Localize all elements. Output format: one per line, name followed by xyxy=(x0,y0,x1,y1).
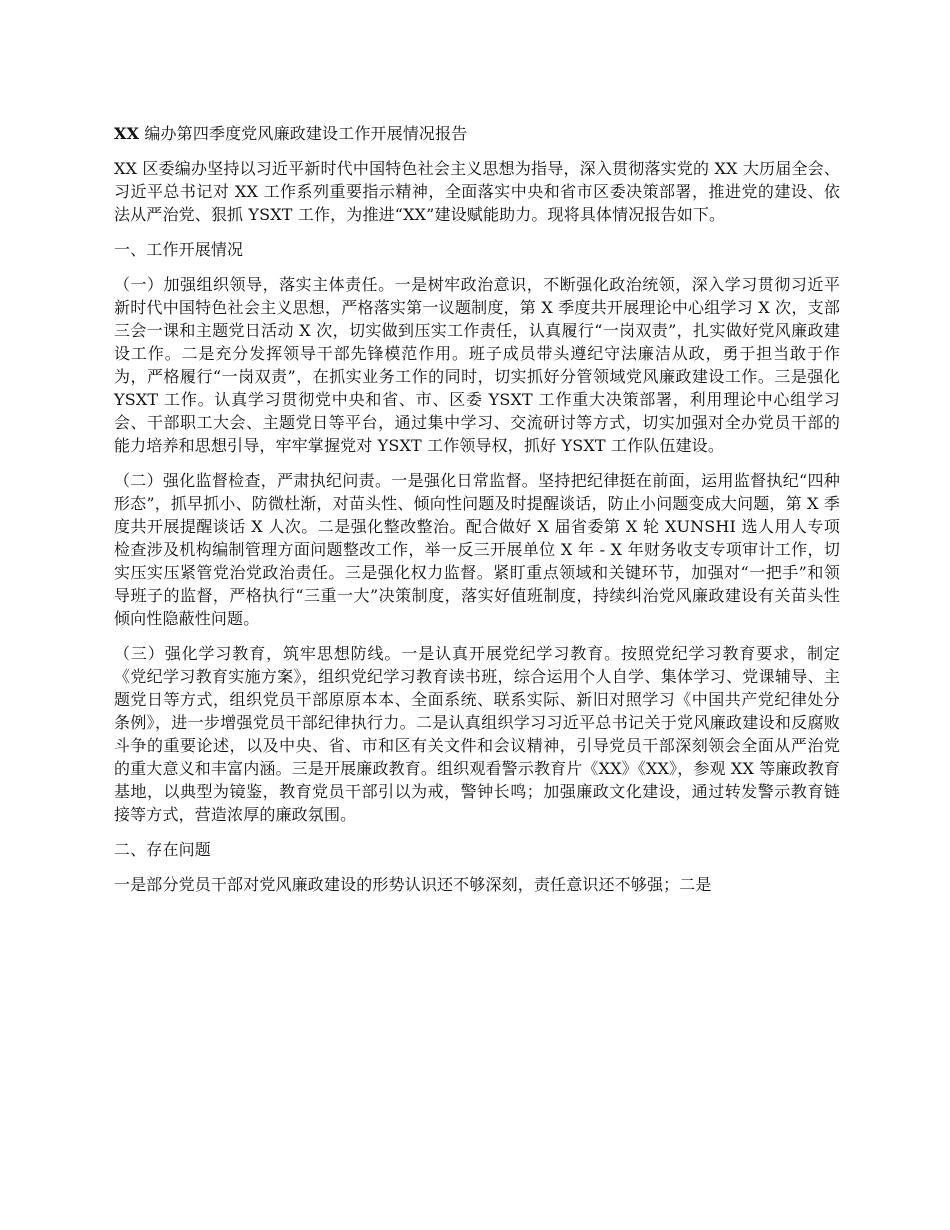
section-heading-problems: 二、存在问题 xyxy=(114,840,211,859)
document-page xyxy=(114,122,840,908)
title-prefix: XX xyxy=(114,124,140,143)
paragraph-study-education: （三）强化学习教育，筑牢思想防线。一是认真开展党纪学习教育。按照党纪学习教育要求，制定《党纪学习教育实施方案》，组织党纪学习教育读书班，综合运用个人自学、集体学习、党课辅导、主题党日等方式，组织党员干部原原本本、全面系统、联系实际、新旧对照学习《中国共产党纪律处分条例》，进一步增强党员干部纪律执行力。二是认真组织学习习近平总书记关于党风廉政建设和反腐败斗争的重要论述，以及中央、省、市和区有关文件和会议精神，引导党员干部深刻领会全面从严治党的重大意义和丰富内涵。三是开展廉政教育。组织观看警示教育片《XX》《XX》，参观 XX 等廉政教育基地，以典型为镜鉴，教育党员干部引以为戒，警钟长鸣；加强廉政文化建设，通过转发警示教育链接等方式，营造浓厚的廉政氛围。 xyxy=(114,644,840,824)
intro-paragraph: XX 区委编办坚持以习近平新时代中国特色社会主义思想为指导，深入贯彻落实党的 XX 大历届全会、习近平总书记对 XX 工作系列重要指示精神，全面落实中央和省市区委决策部署，推进党的建设、依法从严治党、狠抓 YSXT 工作，为推进“XX”建设赋能助力。现将具体情况报告如下。 xyxy=(114,159,840,224)
title-text: 编办第四季度党风廉政建设工作开展情况报告 xyxy=(139,124,468,143)
paragraph-organization-leadership: （一）加强组织领导，落实主体责任。一是树牢政治意识，不断强化政治统领，深入学习贯彻习近平新时代中国特色社会主义思想，严格落实第一议题制度，第 X 季度共开展理论中心组学习 X 次，支部三会一课和主题党日活动 X 次，切实做到压实工作责任，认真履行“一岗双责”，扎实做好党风廉政建设工作。二是充分发挥领导干部先锋模范作用。班子成员带头遵纪守法廉洁从政，勇于担当敢于作为，严格履行“一岗双责”，在抓实业务工作的同时，切实抓好分管领域党风廉政建设工作。三是强化 YSXT 工作。认真学习贯彻党中央和省、市、区委 YSXT 工作重大决策部署，利用理论中心组学习会、干部职工大会、主题党日等平台，通过集中学习、交流研讨等方式，切实加强对全办党员干部的能力培养和思想引导，牢牢掌握党对 YSXT 工作领导权，抓好 YSXT 工作队伍建设。 xyxy=(114,275,840,455)
paragraph-supervision-inspection: （二）强化监督检查，严肃执纪问责。一是强化日常监督。坚持把纪律挺在前面，运用监督执纪“四种形态”，抓早抓小、防微杜渐，对苗头性、倾向性问题及时提醒谈话，防止小问题变成大问题，第 X 季度共开展提醒谈话 X 人次。二是强化整改整治。配合做好 X 届省委第 X 轮 XUNSHI 选人用人专项检查涉及机构编制管理方面问题整改工作，举一反三开展单位 X 年 - X 年财务收支专项审计工作，切实压实压紧管党治党政治责任。三是强化权力监督。紧盯重点领域和关键环节，加强对“一把手”和领导班子的监督，严格执行“三重一大”决策制度，落实好值班制度，持续纠治党风廉政建设有关苗头性倾向性隐蔽性问题。 xyxy=(114,471,840,628)
section-heading-work: 一、工作开展情况 xyxy=(114,240,244,259)
paragraph-problems: 一是部分党员干部对党风廉政建设的形势认识还不够深刻，责任意识还不够强；二是 xyxy=(114,875,712,894)
document-title xyxy=(114,122,840,145)
